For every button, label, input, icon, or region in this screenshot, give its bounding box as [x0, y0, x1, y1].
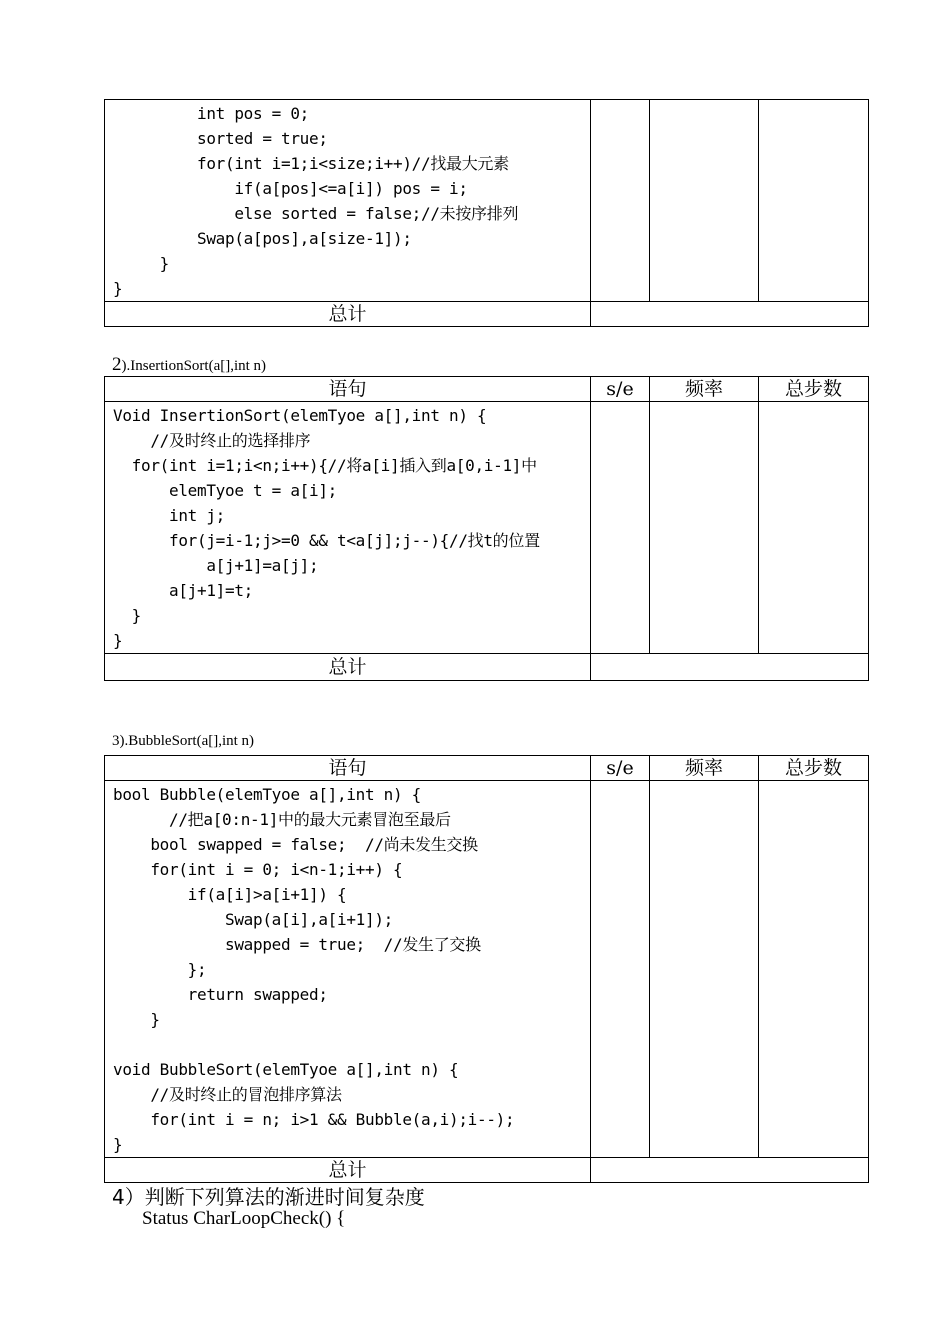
code-line: //及时终止的选择排序 [113, 431, 311, 450]
code-line: Swap(a[i],a[i+1]); [113, 910, 393, 929]
total-steps-cell [759, 100, 869, 302]
frequency-cell [650, 402, 759, 654]
caption-text: ).InsertionSort(a[],int n) [121, 358, 267, 374]
header-total-steps: 总步数 [759, 377, 869, 402]
total-value-cell [591, 302, 869, 327]
code-line: for(int i = 0; i<n-1;i++) { [113, 860, 403, 879]
code-line: } [113, 1010, 160, 1029]
frequency-cell [650, 781, 759, 1158]
code-line: Void InsertionSort(elemTyoe a[],int n) { [113, 406, 487, 425]
code-line: bool Bubble(elemTyoe a[],int n) { [113, 785, 421, 804]
header-frequency: 频率 [650, 756, 759, 781]
code-line: a[j+1]=a[j]; [113, 556, 319, 575]
code-cell [105, 781, 591, 1158]
section4-heading: 4）判断下列算法的渐进时间复杂度 [112, 1185, 425, 1209]
header-row [105, 377, 869, 402]
section3-caption: 3).BubbleSort(a[],int n) [112, 733, 255, 749]
total-value-cell [591, 654, 869, 681]
code-cell [105, 402, 591, 654]
code-row [105, 100, 869, 302]
code-line: } [113, 631, 123, 650]
code-cell [105, 100, 591, 302]
caption-number: 2 [112, 354, 122, 375]
code-line [113, 1032, 590, 1057]
code-line: a[j+1]=t; [113, 581, 253, 600]
total-row [105, 302, 869, 327]
se-cell [591, 781, 650, 1158]
code-line: swapped = true; //发生了交换 [113, 935, 481, 954]
code-line: } [113, 254, 169, 273]
code-line: } [113, 1135, 123, 1154]
code-line: for(int i=1;i<n;i++){//将a[i]插入到a[0,i-1]中 [113, 456, 537, 475]
code-line: else sorted = false;//未按序排列 [113, 204, 519, 223]
code-block [105, 781, 590, 1157]
header-frequency: 频率 [650, 377, 759, 402]
total-steps-cell [759, 781, 869, 1158]
total-value-cell [591, 1158, 869, 1183]
total-steps-cell [759, 402, 869, 654]
frequency-cell [650, 100, 759, 302]
code-row [105, 781, 869, 1158]
code-line: for(int i = n; i>1 && Bubble(a,i);i--); [113, 1110, 515, 1129]
code-line: }; [113, 960, 207, 979]
total-label: 总计 [105, 654, 591, 681]
se-cell [591, 402, 650, 654]
code-line: Swap(a[pos],a[size-1]); [113, 229, 412, 248]
code-line: for(j=i-1;j>=0 && t<a[j];j--){//找t的位置 [113, 531, 540, 550]
code-block [105, 100, 590, 301]
header-se: s/e [591, 377, 650, 402]
code-line: return swapped; [113, 985, 328, 1004]
code-line: int j; [113, 506, 225, 525]
code-line: if(a[pos]<=a[i]) pos = i; [113, 179, 468, 198]
code-line: } [113, 606, 141, 625]
header-row [105, 756, 869, 781]
table-bubble-sort [104, 755, 869, 1183]
section4-code-line: Status CharLoopCheck() { [142, 1208, 346, 1229]
code-line: for(int i=1;i<size;i++)//找最大元素 [113, 154, 509, 173]
header-se: s/e [591, 756, 650, 781]
total-label: 总计 [105, 1158, 591, 1183]
code-line: bool swapped = false; //尚未发生交换 [113, 835, 478, 854]
code-block [105, 402, 590, 653]
code-line: if(a[i]>a[i+1]) { [113, 885, 347, 904]
table-selection-sort-continued [104, 99, 869, 327]
code-line: //把a[0:n-1]中的最大元素冒泡至最后 [113, 810, 451, 829]
code-line: sorted = true; [113, 129, 328, 148]
header-total-steps: 总步数 [759, 756, 869, 781]
code-line: int pos = 0; [113, 104, 309, 123]
total-row [105, 654, 869, 681]
table-insertion-sort [104, 376, 869, 681]
code-line: void BubbleSort(elemTyoe a[],int n) { [113, 1060, 459, 1079]
code-line: //及时终止的冒泡排序算法 [113, 1085, 342, 1104]
code-line: elemTyoe t = a[i]; [113, 481, 337, 500]
section2-caption [112, 354, 266, 376]
code-row [105, 402, 869, 654]
se-cell [591, 100, 650, 302]
header-statement: 语句 [105, 756, 591, 781]
code-line: } [113, 279, 123, 298]
total-label: 总计 [105, 302, 591, 327]
total-row [105, 1158, 869, 1183]
header-statement: 语句 [105, 377, 591, 402]
